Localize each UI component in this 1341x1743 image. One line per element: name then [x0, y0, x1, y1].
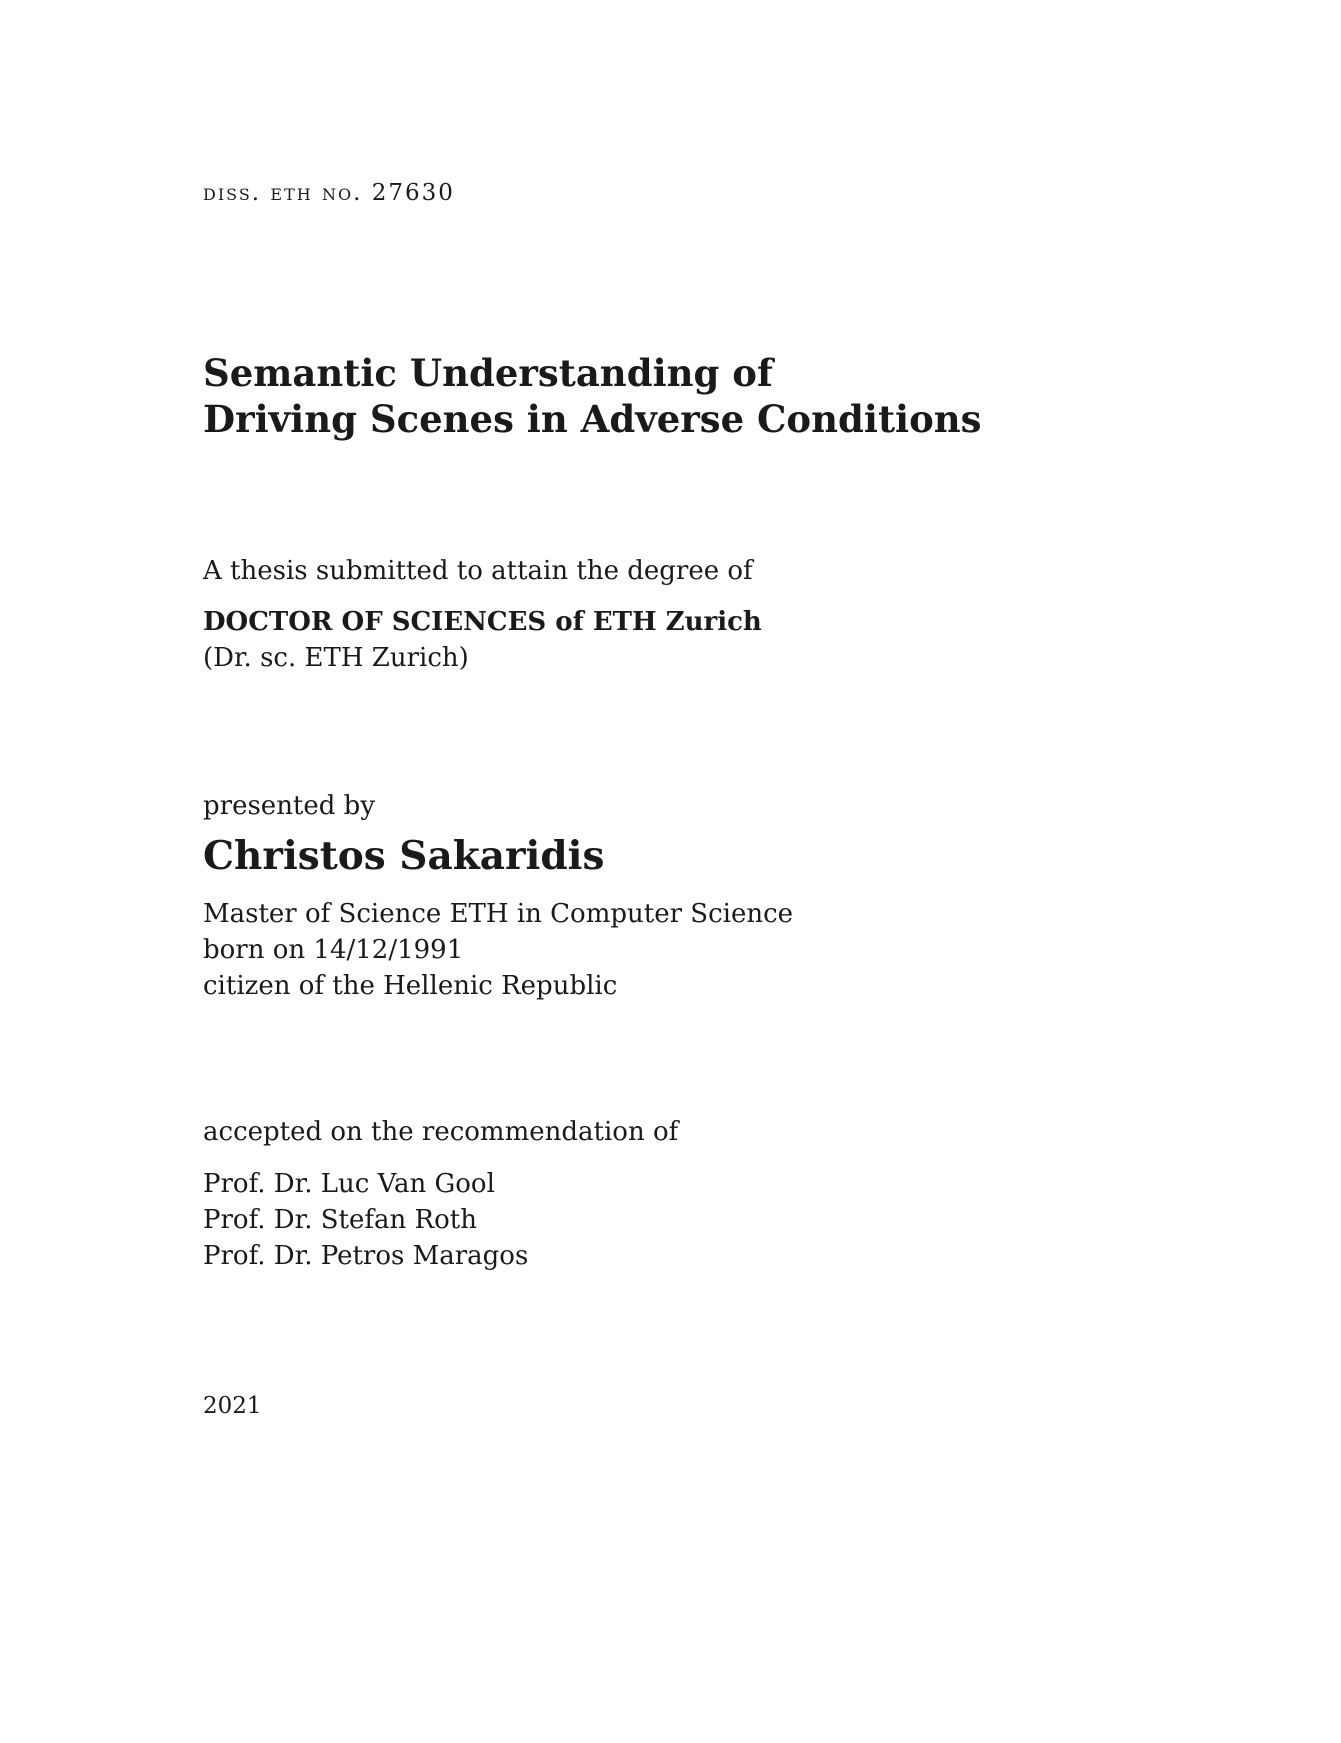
- author-name: Christos Sakaridis: [203, 833, 605, 879]
- committee-member: Prof. Dr. Petros Maragos: [203, 1241, 529, 1271]
- degree-abbreviation: (Dr. sc. ETH Zurich): [203, 643, 469, 673]
- degree-intro: A thesis submitted to attain the degree of: [203, 556, 753, 586]
- year: 2021: [203, 1393, 262, 1419]
- thesis-title-line-2: Driving Scenes in Adverse Conditions: [203, 397, 982, 441]
- thesis-title: [203, 350, 982, 442]
- committee-member: Prof. Dr. Luc Van Gool: [203, 1169, 495, 1199]
- thesis-title-line-1: Semantic Understanding of: [203, 351, 773, 395]
- degree-name: DOCTOR OF SCIENCES of ETH Zurich: [203, 607, 762, 637]
- committee-members: [203, 1166, 528, 1274]
- degree-block: [203, 604, 762, 676]
- author-degree: Master of Science ETH in Computer Science: [203, 899, 794, 929]
- author-birthdate: born on 14/12/1991: [203, 935, 464, 965]
- author-citizenship: citizen of the Hellenic Republic: [203, 971, 618, 1001]
- presented-by-label: presented by: [203, 791, 376, 821]
- committee-intro: accepted on the recommendation of: [203, 1117, 679, 1147]
- author-details: [203, 896, 793, 1004]
- committee-member: Prof. Dr. Stefan Roth: [203, 1205, 477, 1235]
- dissertation-number: diss. eth no. 27630: [203, 180, 455, 206]
